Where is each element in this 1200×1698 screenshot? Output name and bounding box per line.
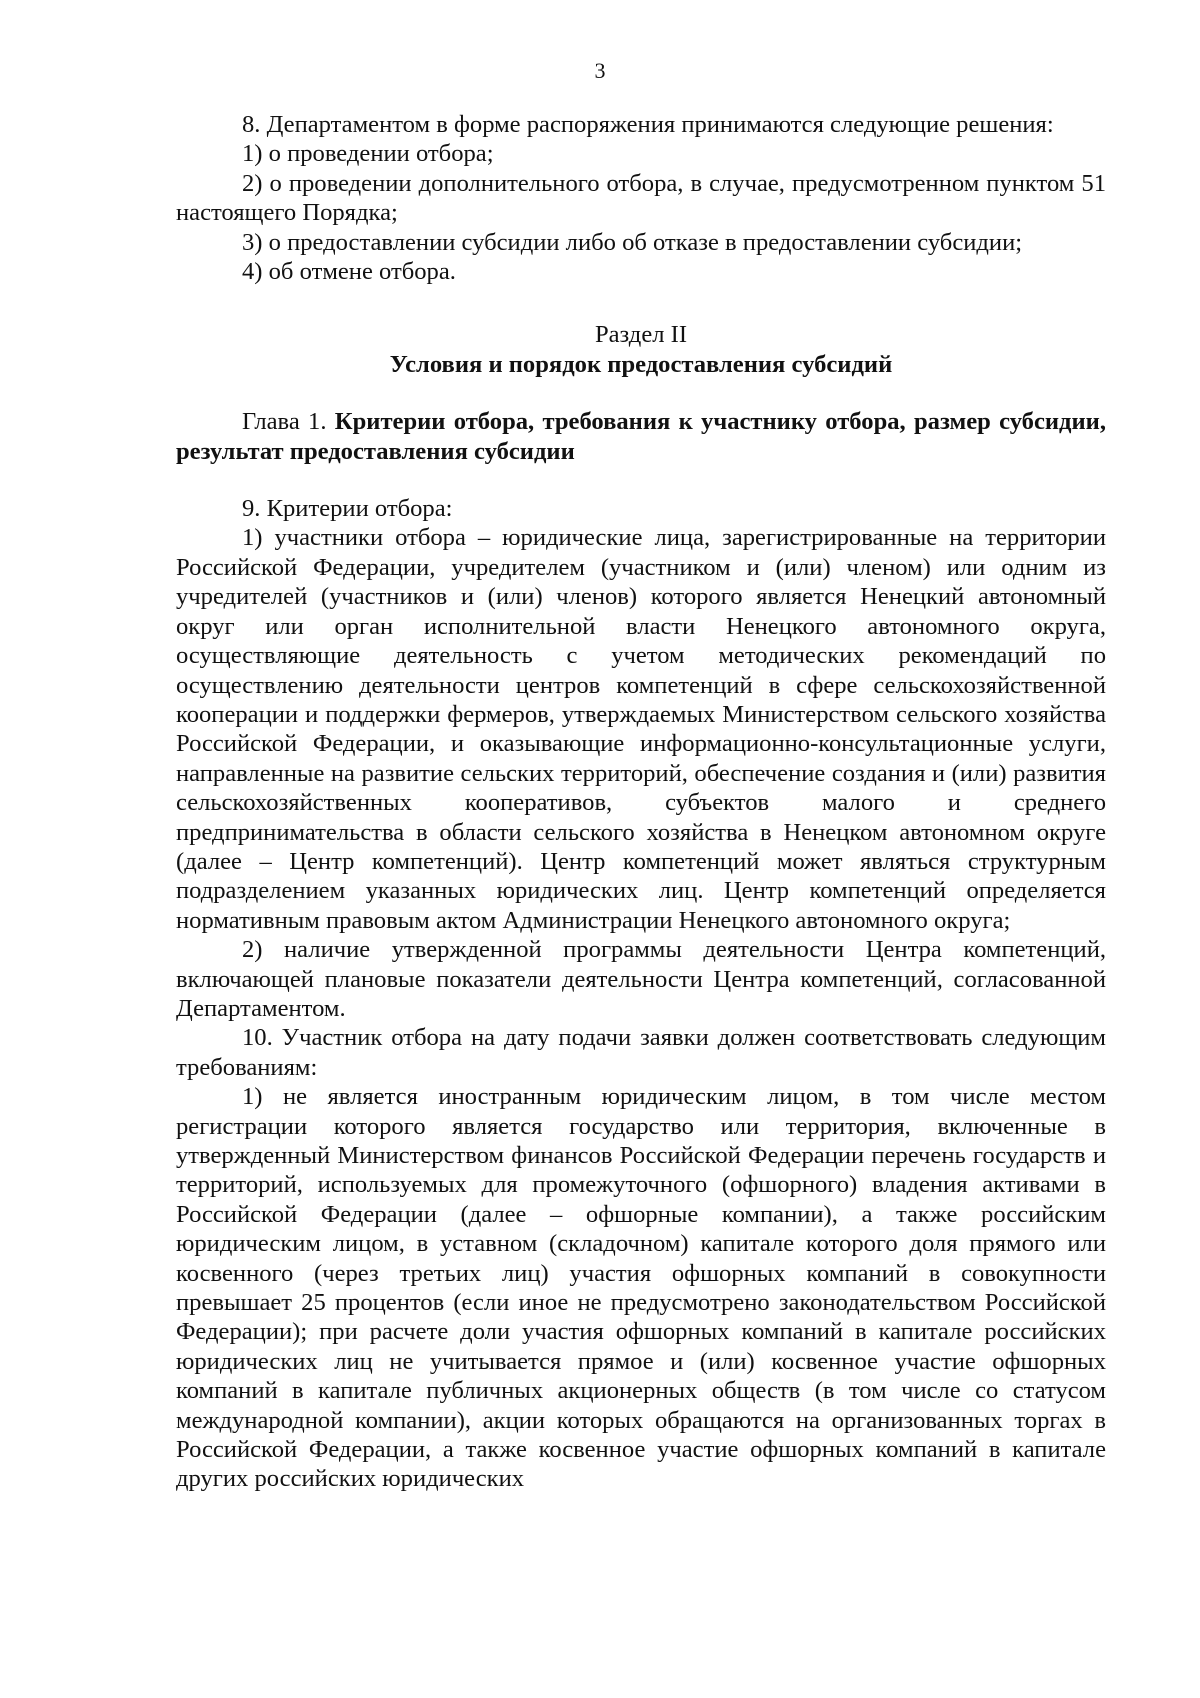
section-9-item: 2) наличие утвержденной программы деятельности Центра компетенций, включающей плановые показатели деятельности Центра компетенций, согласованной Департаментом. bbox=[176, 936, 1106, 1022]
chapter-heading bbox=[176, 407, 1106, 466]
section-8-intro: 8. Департаментом в форме распоряжения принимаются следующие решения: bbox=[242, 111, 1054, 138]
section-9-item: 1) участники отбора – юридические лица, зарегистрированные на территории Российской Федерации, учредителем (участником и (или) членом) или одним из учредителей (участников и (или) членов) которого является Ненецкий автономный округ или орган исполнительной власти Ненецкого автономного округа, осуществляющие деятельность с учетом методических рекомендаций по осуществлению деятельности центров компетенций в сфере сельскохозяйственной кооперации и поддержки фермеров, утверждаемых Министерством сельского хозяйства Российской Федерации, и оказывающие информационно-консультационные услуги, направленные на развитие сельских территорий, обеспечение создания и (или) развития сельскохозяйственных кооперативов, субъектов малого и среднего предпринимательства в области сельского хозяйства в Ненецком автономном округе (далее – Центр компетенций). Центр компетенций может являться структурным подразделением указанных юридических лиц. Центр компетенций определяется нормативным правовым актом Администрации Ненецкого автономного округа; bbox=[176, 524, 1106, 934]
document-body bbox=[176, 110, 1106, 1494]
page-number: 3 bbox=[594, 58, 606, 83]
section-9-intro: 9. Критерии отбора: bbox=[242, 495, 453, 523]
section-8-item: 1) о проведении отбора; bbox=[242, 140, 494, 168]
section-8-item: 3) о предоставлении субсидии либо об отказе в предоставлении субсидии; bbox=[242, 228, 1023, 256]
section-10-item: 1) не является иностранным юридическим лицом, в том числе местом регистрации которого является государство или территория, включенные в утвержденный Министерством финансов Российской Федерации перечень государств и территорий, используемых для промежуточного (офшорного) владения активами в Российской Федерации (далее – офшорные компании), а также российским юридическим лицом, в уставном (складочном) капитале которого доля прямого или косвенного (через третьих лиц) участия офшорных компаний в совокупности превышает 25 процентов (если иное не предусмотрено законодательством Российской Федерации); при расчете доли участия офшорных компаний в капитале российских юридических лиц не учитывается прямое и (или) косвенное участие офшорных компаний в капитале публичных акционерных обществ (в том числе со статусом международной компании), акции которых обращаются на организованных торгах в Российской Федерации, а также косвенное участие офшорных компаний в капитале других российских юридических bbox=[176, 1083, 1106, 1493]
section-8-item: 2) о проведении дополнительного отбора, в случае, предусмотренном пунктом 51 настоящего Порядка; bbox=[176, 169, 1106, 227]
section-title: Условия и порядок предоставления субсидий bbox=[389, 350, 893, 378]
chapter-title: Критерии отбора, требования к участнику отбора, размер субсидии, результат предоставления субсидии bbox=[176, 408, 1106, 465]
section-8-item: 4) об отмене отбора. bbox=[242, 258, 456, 286]
section-label: Раздел II bbox=[594, 321, 688, 349]
section-10-intro: 10. Участник отбора на дату подачи заявки должен соответствовать следующим требованиям: bbox=[176, 1024, 1106, 1081]
chapter-prefix: Глава 1. bbox=[242, 408, 335, 436]
